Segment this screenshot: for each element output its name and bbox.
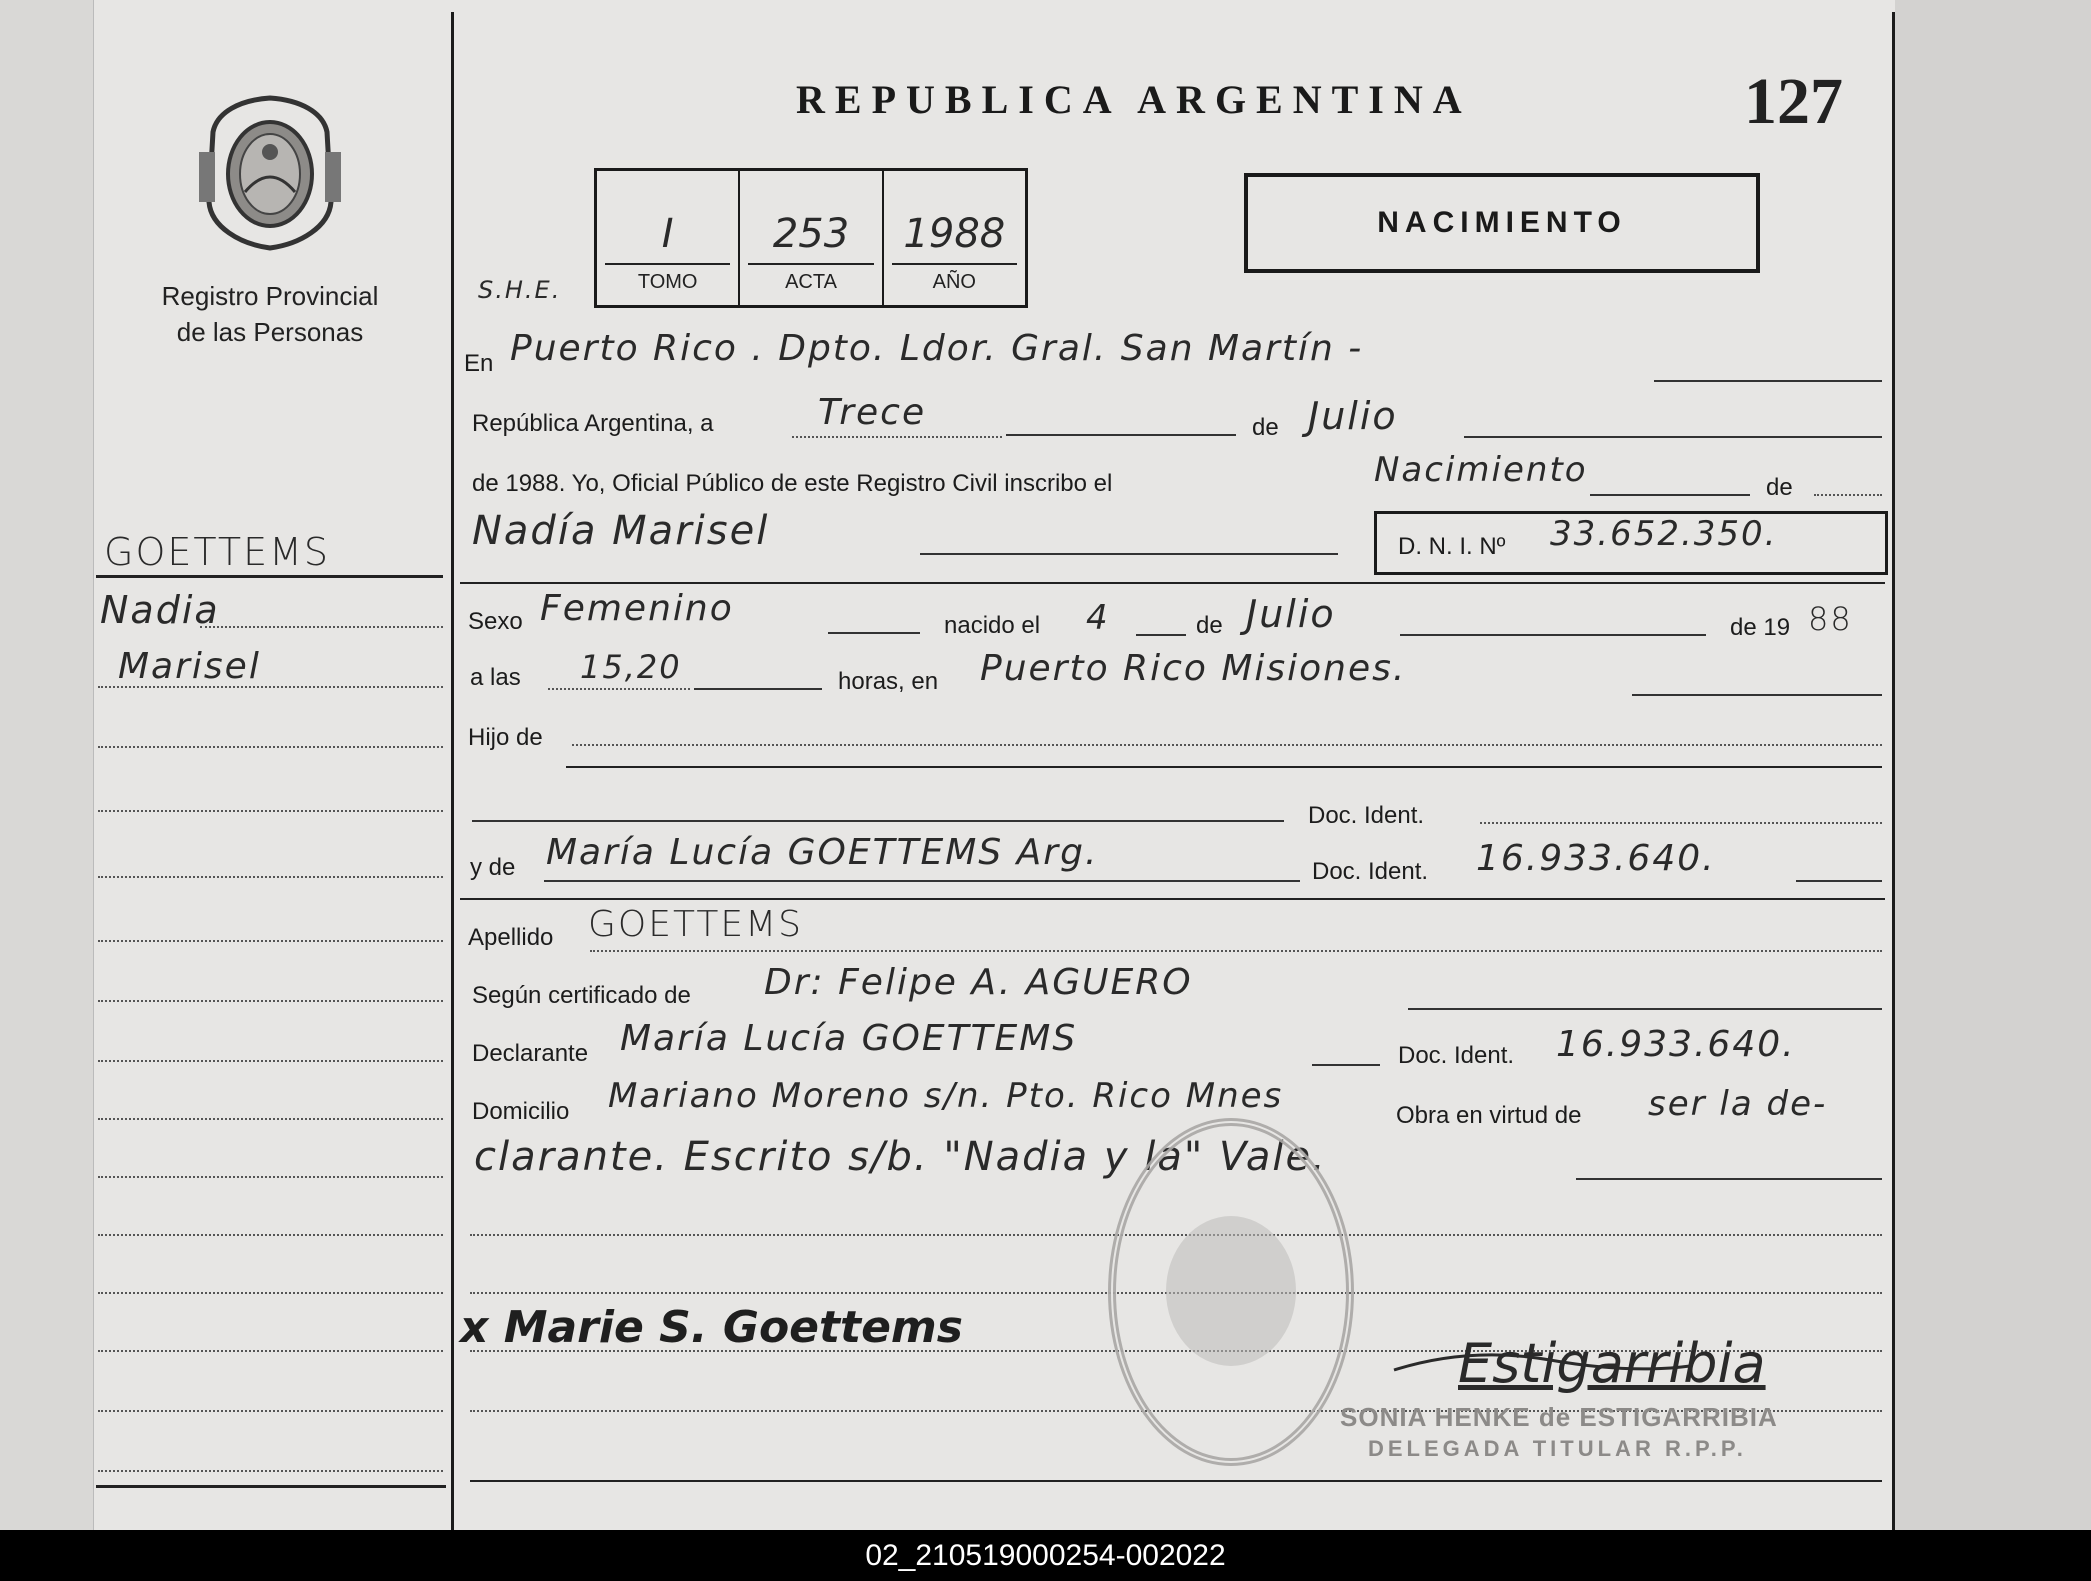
acta-cell	[740, 171, 883, 305]
de-label-3: de	[1196, 612, 1223, 639]
sexo-value: Femenino	[540, 588, 734, 629]
domicilio-value: Mariano Moreno s/n. Pto. Rico Mnes	[608, 1076, 1284, 1116]
horas-label: horas, en	[838, 668, 939, 695]
en-label: En	[464, 350, 494, 377]
misiones-seal-icon	[195, 92, 345, 252]
document-title: REPUBLICA ARGENTINA	[796, 77, 1472, 122]
republica-label: República Argentina, a	[472, 410, 714, 437]
mother-doc: 16.933.640.	[1476, 838, 1716, 879]
official-signature-flourish	[1390, 1340, 1750, 1400]
sexo-label: Sexo	[468, 608, 523, 635]
nacido-label: nacido el	[944, 612, 1041, 639]
registry-line-1: Registro Provincial	[161, 281, 379, 311]
birth-month: Julio	[1246, 592, 1336, 636]
doc-ident-label: Doc. Ident.	[1308, 802, 1425, 829]
mother-value: María Lucía GOETTEMS Arg.	[546, 832, 1099, 873]
alas-label: a las	[470, 664, 521, 691]
acta-label: ACTA	[785, 271, 837, 293]
official-stamp	[1108, 1118, 1354, 1466]
month-value: Julio	[1308, 394, 1398, 438]
background-right	[1895, 0, 2091, 1530]
obra-value-2: clarante. Escrito s/b. "Nadia y la" Vale.	[474, 1134, 1327, 1180]
domicilio-label: Domicilio	[472, 1098, 570, 1125]
sidebar-surname: GOETTEMS	[104, 530, 331, 574]
tomo-cell	[597, 171, 740, 305]
name-value: Nadía Marisel	[472, 508, 770, 554]
registry-title	[120, 278, 420, 350]
right-border-rule	[1892, 12, 1895, 1530]
segun-value: Dr: Felipe A. AGUERO	[764, 962, 1193, 1003]
left-edge-rule	[93, 0, 94, 1530]
en-value: Puerto Rico . Dpto. Ldor. Gral. San Martín -	[510, 328, 1364, 369]
day-value: Trece	[818, 392, 927, 433]
tomo-value: I	[661, 211, 674, 257]
background-left	[0, 0, 93, 1530]
place-value: Puerto Rico Misiones.	[980, 648, 1407, 689]
declarante-doc: 16.933.640.	[1556, 1024, 1796, 1065]
reference-box	[594, 168, 1028, 308]
tomo-label: TOMO	[637, 271, 698, 293]
acta-value: 253	[772, 211, 850, 257]
left-column-rule	[451, 12, 454, 1530]
birth-year: 88	[1808, 600, 1853, 638]
dni-value: 33.652.350.	[1550, 514, 1778, 554]
registry-line-2: de las Personas	[176, 317, 364, 347]
sidebar-given-1: Nadia	[100, 588, 220, 632]
declarante-value: María Lucía GOETTEMS	[620, 1018, 1078, 1059]
obra-value: ser la de-	[1648, 1084, 1828, 1124]
apellido-value: GOETTEMS	[588, 904, 803, 945]
anio-cell	[884, 171, 1025, 305]
hour-value: 15,20	[580, 648, 682, 686]
doc-ident-label-3: Doc. Ident.	[1398, 1042, 1515, 1069]
obra-label: Obra en virtud de	[1396, 1102, 1582, 1129]
apellido-label: Apellido	[468, 924, 554, 951]
she-annotation: S.H.E.	[478, 276, 562, 304]
anio-label: AÑO	[932, 271, 976, 293]
act-type-box: NACIMIENTO	[1244, 173, 1760, 273]
act-value: Nacimiento	[1374, 450, 1588, 490]
hijo-label: Hijo de	[468, 724, 543, 751]
anio-value: 1988	[903, 211, 1006, 257]
birth-year-label: de 19	[1730, 614, 1791, 641]
official-signature: Estigarribia	[1458, 1332, 1766, 1395]
official-title: DELEGADA TITULAR R.P.P.	[1368, 1436, 1747, 1461]
footer-id: 02_210519000254-002022	[0, 1530, 2091, 1581]
de-label: de	[1252, 414, 1279, 441]
doc-ident-label-2: Doc. Ident.	[1312, 858, 1429, 885]
dni-label: D. N. I. Nº	[1398, 533, 1506, 560]
yde-label: y de	[470, 854, 516, 881]
page-number: 127	[1744, 65, 1843, 138]
de-label-2: de	[1766, 474, 1793, 501]
sidebar-given-2: Marisel	[118, 646, 261, 687]
declarante-label: Declarante	[472, 1040, 589, 1067]
segun-label: Según certificado de	[472, 982, 691, 1009]
birth-day: 4	[1086, 598, 1110, 638]
official-name: SONIA HENKE de ESTIGARRIBIA	[1340, 1402, 1778, 1432]
year-label: de 1988. Yo, Oficial Público de este Registro Civil inscribo el	[472, 470, 1113, 497]
declarant-signature: x Marie S. Goettems	[460, 1302, 963, 1353]
